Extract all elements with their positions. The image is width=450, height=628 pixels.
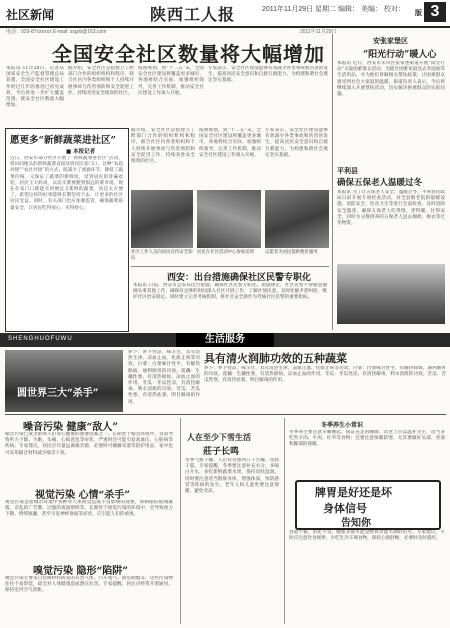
photo-2-caption: 居民在社区活动中心参加培训 [197, 250, 255, 255]
lower-right-body-2: 食欲不振、消化不良、腹胀等都可能是脾胃功能失调的信号。专家建议，平时应注意饮食规律，少吃生冷辛辣食物，保持心情舒畅，必要时及时就医。 [289, 530, 445, 542]
photo-2 [197, 190, 261, 248]
life-illustration-title: 圆世界三大“杀手” [17, 388, 99, 399]
feature-box [5, 128, 129, 332]
noise-pollution-title: 噪音污染 健康“敌人” [23, 422, 118, 433]
mid-story-title: 西安：出台措施确保社区民警专职化 [167, 273, 312, 283]
contact-line: 电话：029-87xxxxxx E-mail: sxgrb@163.com [6, 29, 107, 35]
section-band-label: 生活服务 [176, 333, 274, 347]
divider [5, 414, 446, 415]
section-band-english: SHENGHUOFUWU [8, 336, 73, 342]
tell-you-line: 告知你 [341, 518, 371, 529]
right-title: “阳光行动”暖人心 [363, 50, 437, 60]
visual-pollution-title: 视觉污染 心情“杀手” [35, 490, 130, 501]
lower-mid-title-2: 莊子长鸣 [203, 447, 240, 457]
lower-right-body: 冬季养生要注意早睡晚起，保证充足的睡眠；饮食上应以温补为主，适当多吃些羊肉、牛肉、红枣等食物；还要注意保暖防寒，尤其要做好头部、背部和脚部的保暖。 [289, 430, 445, 448]
photo-1 [131, 190, 193, 248]
photo-3-caption: 志愿者为居民提供便民服务 [265, 250, 318, 255]
right-column [332, 34, 447, 330]
noise-pollution-body: 噪音污染已成为影响人们身心健康的重要因素之一。长期处于噪音环境中，容易导致听力下降、失眠、头痛、心烦意乱等症状，严重时还可能引发高血压、心脏病等疾病。专家建议，居民应尽量远离噪音源，必要时可佩戴耳塞等防护用品，家中也可采用隔音材料减少噪音干扰。 [5, 432, 173, 456]
masthead [0, 0, 450, 28]
feature-title: 愿更多“新鲜蔬菜进社区” [10, 135, 116, 146]
life-body: 萝卜：萝卜性凉，味辛甘，具有清热生津、凉血止血、化痰止咳等功效。白菜：白菜味甘性平，有解热除烦、通利肠胃的功效。莲藕：生藕性寒，有清热除烦、凉血止血的作用。冬瓜：冬瓜性凉，有清热解毒、利水消痰的功效。苦瓜：苦瓜性寒，有清热祛暑、明目解毒的作用。 [204, 366, 446, 384]
right-body: 本报讯 近日，西安市未央区张家堡街道开展“阳光行动”关爱困难群众活动，为辖区困难家庭送去米面油等生活用品，并为他们讲解相关帮扶政策，让困难群众感受到社会大家庭的温暖。街道负责人表示，今后将继续深入开展帮扶活动，切实解决困难群众的实际问题。 [337, 61, 445, 98]
right-body-2: 本报讯 为了让五保老人安全、温暖过冬，平利县民政局日前开展专项检查活动，对全县敬老院的取暖设施、消防安全、饮食卫生等进行全面检查，及时消除安全隐患，确保五保老人吃得饱、穿得暖、住得安全。同时为分散供养的五保老人送去棉被、棉衣等过冬物资。 [337, 190, 445, 227]
issue-meta: 2011年11月29日 星期二 编辑： 美编： 校对： [262, 6, 405, 13]
life-intro: 萝卜：萝卜性凉，味辛甘，具有清热生津、凉血止血、化痰止咳等功效。白菜：白菜味甘性平，有解热除烦、通利肠胃的功效。莲藕：生藕性寒，有清热除烦、凉血止血的作用。冬瓜：冬瓜性凉，有清热解毒、利水消痰的功效。苦瓜：苦瓜性寒，有清热祛暑、明目解毒的作用。 [128, 350, 200, 405]
newspaper-title: 陕西工人报 [150, 5, 236, 24]
mid-story-body: 本报讯 日前，西安市公安局出台措施，确保社区民警专职化。措施规定，社区民警不得随意抽调从事其他工作，确保有足够的时间深入社区开展工作，了解社情民意，及时化解矛盾纠纷，维护社区治安稳定。同时建立完善考核机制，将社区安全感作为考核社区民警的重要指标。 [133, 283, 327, 301]
lower-left-column [5, 418, 175, 624]
right-title-2: 确保五保老人温暖过冬 [337, 178, 423, 188]
right-kicker: 安张家堡区 [373, 36, 408, 45]
life-headline: 具有清火润肺功效的五种蔬菜 [204, 352, 347, 365]
lead-continued-2: 按照规划，到“十二五”末，全国安全社区建设将覆盖更多城市，各地将结合实际，加强组织领导，完善工作机制，推动安全社区建设工作深入开展。 [199, 128, 261, 158]
lead-col-1: 本报讯 11月28日，记者从国家安全生产监督管理总局获悉，全国安全社区建设工作经过几年的推进已初见成效，今后将进一步扩大覆盖范围，使安全社区数量大幅增加。 [6, 66, 64, 109]
lead-col-4: 专家表示，安全社区建设能够有效减少各类事故和伤害的发生，提高居民安全意识和自救互救能力，为构建和谐社会奠定坚实基础。 [208, 66, 328, 84]
smell-pollution-title: 嗅觉污染 隐形“陷阱” [33, 566, 128, 577]
lower-right-title: 冬季养生小常识 [321, 422, 364, 429]
smell-pollution-body: 嗅觉污染主要来自装修材料挥发的有害气体、汽车尾气、厨房油烟等，这些污染物往往不易察觉，却会对人体健康造成潜在危害。专家提醒，居民应经常开窗通风，保持室内空气清新。 [5, 576, 173, 594]
feature-body: 近日，西安市部分社区开展了“新鲜蔬菜进社区”活动，将田间地头的新鲜蔬菜直接送到居民家门口。这种“农超对接”“农社对接”的方式，既减少了流通环节，降低了蔬菜价格，又保证了蔬菜的新鲜度，受到居民的普遍欢迎。居民王大妈说，以前买菜要跑到很远的菜市场，现在在家门口就能买到便宜又新鲜的蔬菜，真是太方便了。希望这样的好事能够长期坚持下去，让更多的社区居民受益。同时，有关部门也应加强监管，确保蔬菜质量安全，让居民吃得放心、买得舒心。 [10, 156, 123, 211]
right-photo [337, 264, 445, 324]
lower-right-column [284, 418, 447, 624]
body-signal-line: 身体信号 [323, 502, 367, 515]
visual-pollution-body: 视觉污染是指城市环境中各种对人体视觉造成不良影响的现象，如刺眼的玻璃幕墙、杂乱的广告牌、过强的夜间照明等。长期处于视觉污染的环境中，会导致视力下降、情绪烦躁，甚至引发神经衰弱等症状，应引起人们的重视。 [5, 500, 173, 518]
page-number: 3 [424, 2, 446, 22]
date-line: 2011年11月29日 [300, 29, 337, 35]
photo-3 [265, 190, 329, 248]
lower-mid-column [180, 418, 281, 624]
lead-col-3: 按照规划，到“十二五”末，全国安全社区建设将覆盖更多城市，各地将结合实际，加强组织领导，完善工作机制，推动安全社区建设工作深入开展。 [138, 66, 204, 96]
section-name: 社区新闻 [6, 8, 55, 22]
lower-mid-body: 冬季气候干燥，人们常常感到口干舌燥、皮肤干裂。专家提醒，冬季要注意补充水分，多喝白开水，多吃新鲜蔬菜水果，保持皮肤湿润。同时要注意适当锻炼身体，增强体质，预防感冒等疾病的发生。老年人和儿童更要注意保暖，避免受凉。 [185, 458, 279, 495]
photo-1-caption: 社区工作人员向居民宣传安全知识 [131, 250, 193, 261]
main-headline: 全国安全社区数量将大幅增加 [52, 42, 325, 66]
lower-mid-title: 人在至少下雪生活 [187, 432, 251, 442]
spleen-stomach-title: 牌胃是好还是坏 [315, 486, 392, 499]
lead-col-2: 据介绍，安全社区是指建立了跨部门合作的组织机构和程序，联合社区内各类组织和个人持续开展事故与伤害预防和安全促进工作，持续改进安全绩效的社区。 [68, 66, 134, 96]
spleen-stomach-box [295, 480, 441, 530]
lead-continued-1: 据介绍，安全社区是指建立了跨部门合作的组织机构和程序，联合社区内各类组织和个人持续开展事故与伤害预防和安全促进工作，持续改进安全绩效的社区。 [131, 128, 195, 165]
feature-byline: ■ 本报记者 [66, 149, 96, 155]
page-label: 版 [415, 8, 422, 17]
lead-continued-3: 专家表示，安全社区建设能够有效减少各类事故和伤害的发生，提高居民安全意识和自救互救能力，为构建和谐社会奠定坚实基础。 [265, 128, 328, 158]
mid-story [131, 266, 329, 331]
right-kicker-2: 平利县 [337, 166, 358, 175]
life-illustration [5, 350, 123, 412]
